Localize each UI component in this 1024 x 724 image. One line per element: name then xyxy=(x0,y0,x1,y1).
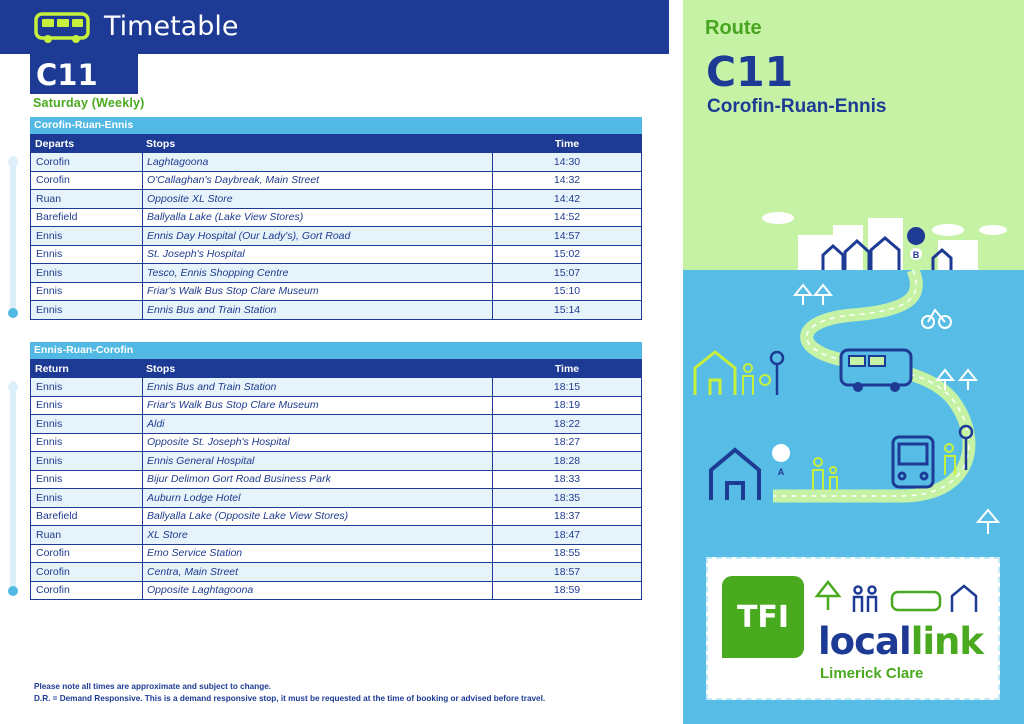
row-time: 14:42 xyxy=(553,192,581,205)
row-stop: Tesco, Ennis Shopping Centre xyxy=(143,264,493,282)
bus-icon xyxy=(841,350,911,392)
col-return: Return xyxy=(35,362,69,375)
table-row xyxy=(31,545,641,564)
bus-icon xyxy=(892,592,940,610)
table-row xyxy=(31,153,641,172)
people-icon xyxy=(854,587,876,613)
row-town: Ennis xyxy=(31,227,143,245)
table-body xyxy=(30,378,642,600)
row-town: Ennis xyxy=(31,489,143,507)
table-row xyxy=(31,508,641,527)
route-illustration xyxy=(683,200,1024,550)
row-time: 18:19 xyxy=(553,399,581,412)
header-bar xyxy=(0,0,669,54)
row-stop: Opposite Laghtagoona xyxy=(143,582,493,600)
row-town: Ennis xyxy=(31,378,143,396)
note-demand-responsive: D.R. = Demand Responsive. This is a demand responsive stop, it must be requested at the time of booking or advised before travel. xyxy=(34,694,546,703)
row-time: 18:59 xyxy=(553,584,581,597)
row-town: Ennis xyxy=(31,471,143,489)
bus-front-icon xyxy=(893,437,933,487)
table-row xyxy=(31,582,641,601)
row-stop: Opposite St. Joseph's Hospital xyxy=(143,434,493,452)
col-stops: Stops xyxy=(146,137,176,150)
table-header xyxy=(30,359,642,378)
route-name: Corofin-Ruan-Ennis xyxy=(707,96,887,117)
bus-icon xyxy=(34,12,90,44)
row-town: Ennis xyxy=(31,246,143,264)
table-body xyxy=(30,153,642,320)
tfi-logo: TFI xyxy=(722,576,804,658)
row-stop: O'Callaghan's Daybreak, Main Street xyxy=(143,172,493,190)
outbound-timetable xyxy=(30,117,642,320)
timeline-rail-inbound xyxy=(10,381,16,595)
row-time: 18:55 xyxy=(553,547,581,560)
row-town: Barefield xyxy=(31,508,143,526)
col-time: Time xyxy=(554,362,580,375)
row-stop: XL Store xyxy=(143,526,493,544)
row-stop: Friar's Walk Bus Stop Clare Museum xyxy=(143,397,493,415)
row-time: 18:47 xyxy=(553,528,581,541)
timeline-end-dot xyxy=(8,308,18,318)
row-town: Ennis xyxy=(31,397,143,415)
row-town: Ennis xyxy=(31,452,143,470)
table-row xyxy=(31,489,641,508)
row-time: 18:37 xyxy=(553,510,581,523)
timeline-start-dot xyxy=(8,157,18,167)
page-title: Timetable xyxy=(104,11,239,42)
table-row xyxy=(31,452,641,471)
row-town: Corofin xyxy=(31,172,143,190)
table-row xyxy=(31,434,641,453)
row-town: Barefield xyxy=(31,209,143,227)
row-town: Ennis xyxy=(31,415,143,433)
logo-icon-strip xyxy=(812,578,992,616)
row-time: 14:57 xyxy=(553,229,581,242)
service-day: Saturday (Weekly) xyxy=(33,96,145,110)
row-stop: Auburn Lodge Hotel xyxy=(143,489,493,507)
row-time: 15:10 xyxy=(553,285,581,298)
row-town: Ruan xyxy=(31,190,143,208)
people-icon xyxy=(743,364,770,395)
table-row xyxy=(31,378,641,397)
row-town: Ennis xyxy=(31,264,143,282)
row-time: 14:30 xyxy=(553,155,581,168)
timeline-rail-outbound xyxy=(10,156,16,316)
col-departs: Departs xyxy=(35,137,75,150)
route-number-tab: C11 xyxy=(30,54,138,94)
table-row xyxy=(31,301,641,320)
route-label: Route xyxy=(705,17,762,39)
table-caption: Ennis-Ruan-Corofin xyxy=(30,342,642,359)
route-number: C11 xyxy=(706,48,794,96)
row-town: Corofin xyxy=(31,153,143,171)
row-time: 18:27 xyxy=(553,436,581,449)
row-stop: Ennis Day Hospital (Our Lady's), Gort Road xyxy=(143,227,493,245)
table-caption: Corofin-Ruan-Ennis xyxy=(30,117,642,134)
row-stop: Bijur Delimon Gort Road Business Park xyxy=(143,471,493,489)
row-time: 18:22 xyxy=(553,417,581,430)
row-town: Ennis xyxy=(31,301,143,319)
row-stop: Laghtagoona xyxy=(143,153,493,171)
row-stop: Friar's Walk Bus Stop Clare Museum xyxy=(143,283,493,301)
row-time: 14:52 xyxy=(553,211,581,224)
row-time: 18:33 xyxy=(553,473,581,486)
table-row xyxy=(31,209,641,228)
table-row xyxy=(31,283,641,302)
wordmark-local: local xyxy=(818,620,911,663)
table-row xyxy=(31,264,641,283)
row-stop: Ennis General Hospital xyxy=(143,452,493,470)
region-name: Limerick Clare xyxy=(820,665,924,682)
row-time: 15:14 xyxy=(553,303,581,316)
house-icon xyxy=(711,450,759,500)
col-stops: Stops xyxy=(146,362,176,375)
row-town: Corofin xyxy=(31,563,143,581)
row-town: Corofin xyxy=(31,582,143,600)
row-time: 18:35 xyxy=(553,491,581,504)
wordmark-link: link xyxy=(910,620,983,663)
cyclist-icon xyxy=(922,310,951,328)
row-stop: Ennis Bus and Train Station xyxy=(143,378,493,396)
table-row xyxy=(31,397,641,416)
row-stop: Opposite XL Store xyxy=(143,190,493,208)
timeline-end-dot xyxy=(8,586,18,596)
row-stop: St. Joseph's Hospital xyxy=(143,246,493,264)
table-row xyxy=(31,172,641,191)
marker-b-label: B xyxy=(912,250,920,260)
table-header xyxy=(30,134,642,153)
stop-marker-b-icon xyxy=(907,227,925,262)
note-approximate: Please note all times are approximate and subject to change. xyxy=(34,682,272,691)
tree-icon xyxy=(817,582,839,610)
row-time: 18:57 xyxy=(553,565,581,578)
row-stop: Ballyalla Lake (Opposite Lake View Stores) xyxy=(143,508,493,526)
row-town: Ennis xyxy=(31,283,143,301)
marker-a-label: A xyxy=(777,467,785,477)
table-row xyxy=(31,471,641,490)
table-row xyxy=(31,563,641,582)
row-town: Corofin xyxy=(31,545,143,563)
table-row xyxy=(31,526,641,545)
local-link-wordmark xyxy=(818,620,983,663)
row-time: 14:32 xyxy=(553,174,581,187)
table-row xyxy=(31,190,641,209)
table-row xyxy=(31,415,641,434)
row-stop: Ennis Bus and Train Station xyxy=(143,301,493,319)
row-time: 18:15 xyxy=(553,380,581,393)
table-row xyxy=(31,227,641,246)
table-row xyxy=(31,246,641,265)
col-time: Time xyxy=(554,137,580,150)
row-stop: Emo Service Station xyxy=(143,545,493,563)
row-time: 15:07 xyxy=(553,266,581,279)
row-stop: Ballyalla Lake (Lake View Stores) xyxy=(143,209,493,227)
stop-marker-a-icon xyxy=(772,444,790,480)
footnotes xyxy=(34,681,545,705)
inbound-timetable xyxy=(30,342,642,600)
house-icon xyxy=(952,586,976,612)
house-icon xyxy=(695,352,735,395)
timeline-start-dot xyxy=(8,382,18,392)
row-stop: Aldi xyxy=(143,415,493,433)
row-town: Ennis xyxy=(31,434,143,452)
row-time: 15:02 xyxy=(553,248,581,261)
row-time: 18:28 xyxy=(553,454,581,467)
row-town: Ruan xyxy=(31,526,143,544)
row-stop: Centra, Main Street xyxy=(143,563,493,581)
